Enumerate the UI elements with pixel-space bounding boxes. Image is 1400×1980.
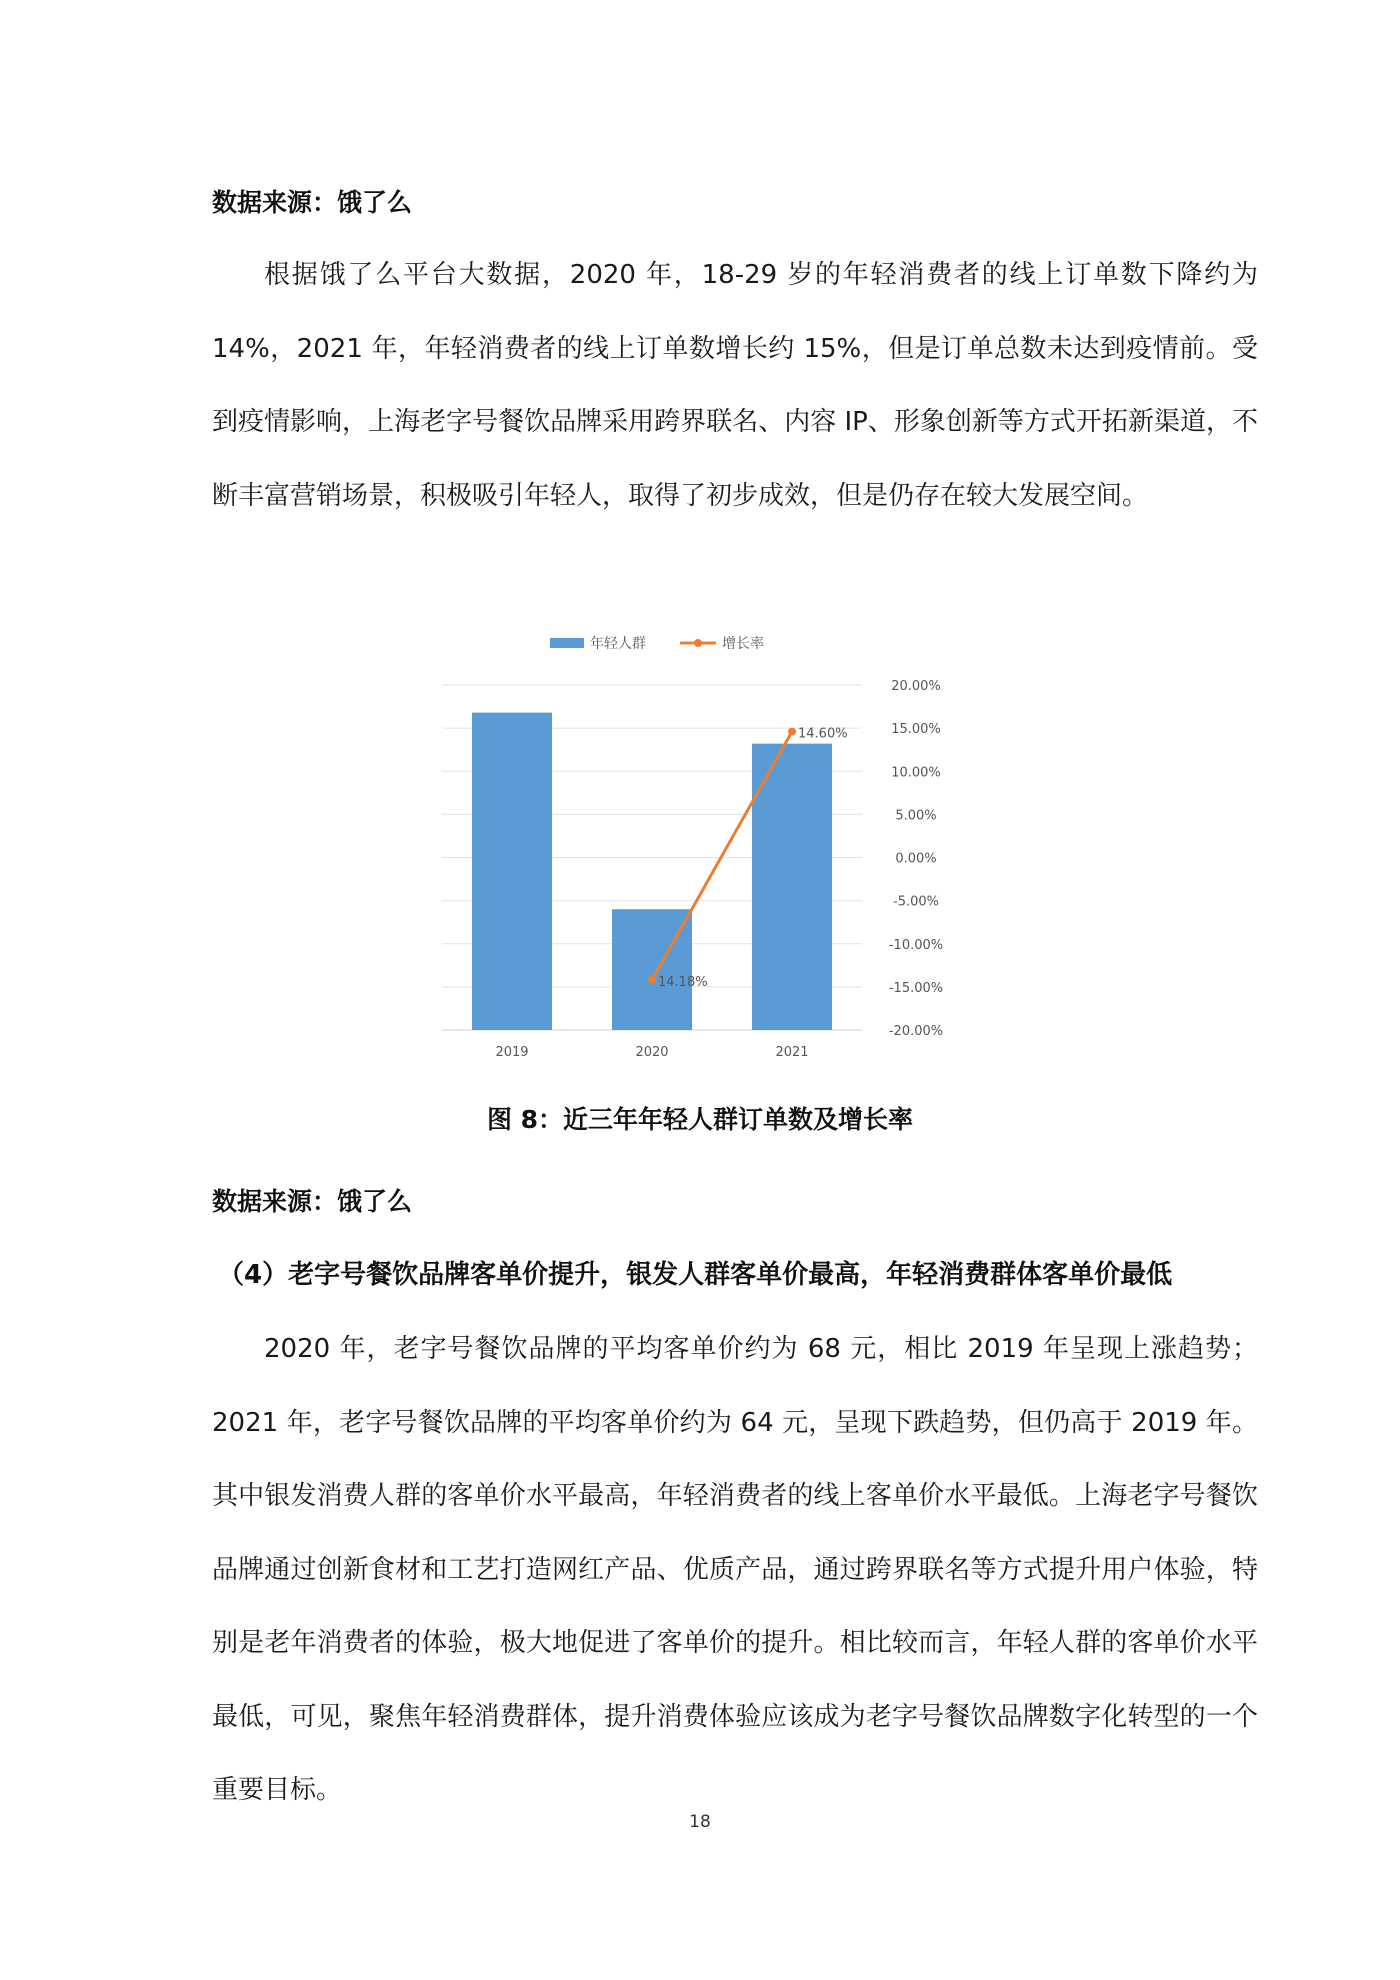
data-label: 14.18% [658,974,708,990]
data-source-bottom: 数据来源：饿了么 [212,1187,413,1216]
data-label: 14.60% [798,726,848,742]
right-axis-tick: -20.00% [888,1024,944,1039]
right-axis-tick: 5.00% [895,808,937,824]
legend-label-bar: 年轻人群 [590,636,646,652]
paragraph-price: 2020 年，老字号餐饮品牌的平均客单价约为 68 元，相比 2019 年呈现上涨趋势；2021 年，老字号餐饮品牌的平均客单价约为 64 元，呈现下跌趋势，但仍高于 2019 年。其中银发消费人群的客单价水平最高，年轻消费者的线上客单价水平最低。上海老字号餐饮品牌通过创新食材和工艺打造网红产品、优质产品，通过跨界联名等方式提升用户体验，特别是老年消费者的体验，极大地促进了客单价的提升。相比较而言，年轻人群的客单价水平最低，可见，聚焦年轻消费群体，提升消费体验应该成为老字号餐饮品牌数字化转型的一个重要目标。 [212,1334,1258,1805]
x-tick-label: 2021 [775,1045,809,1060]
right-axis-tick: 15.00% [891,722,941,738]
legend-marker-line [694,639,702,647]
data-source-top: 数据来源：饿了么 [212,188,413,217]
right-axis-tick: -10.00% [888,937,944,953]
page-number: 18 [689,1812,711,1832]
growth-point [788,728,796,736]
growth-point [648,976,656,984]
x-tick-label: 2020 [635,1045,669,1060]
chart-legend [550,635,764,652]
right-axis-tick: -15.00% [888,980,944,996]
section-heading: （4）老字号餐饮品牌客单价提升，银发人群客单价最高，年轻消费群体客单价最低 [218,1260,1173,1290]
x-tick-label: 2019 [495,1045,529,1060]
right-axis-tick: 10.00% [891,765,941,781]
bar-2019 [472,713,552,1030]
right-axis-tick: 20.00% [891,679,941,694]
right-axis-tick: -5.00% [893,894,939,910]
bar-2021 [752,744,832,1030]
chart-labels [495,679,943,1060]
legend-swatch-bar [550,638,584,648]
legend-label-line: 增长率 [722,636,764,652]
paragraph-order-trend: 根据饿了么平台大数据，2020 年，18-29 岁的年轻消费者的线上订单数下降约为 14%，2021 年，年轻消费者的线上订单数增长约 15%，但是订单总数未达到疫情前。受到疫情影响，上海老字号餐饮品牌采用跨界联名、内容 IP、形象创新等方式开拓新渠道，不断丰富营销场景，积极吸引年轻人，取得了初步成效，但是仍存在较大发展空间。 [212,260,1258,511]
figure-caption: 图 8：近三年年轻人群订单数及增长率 [486,1105,914,1134]
orders-growth-chart [420,625,1020,1080]
right-axis-tick: 0.00% [895,851,937,867]
